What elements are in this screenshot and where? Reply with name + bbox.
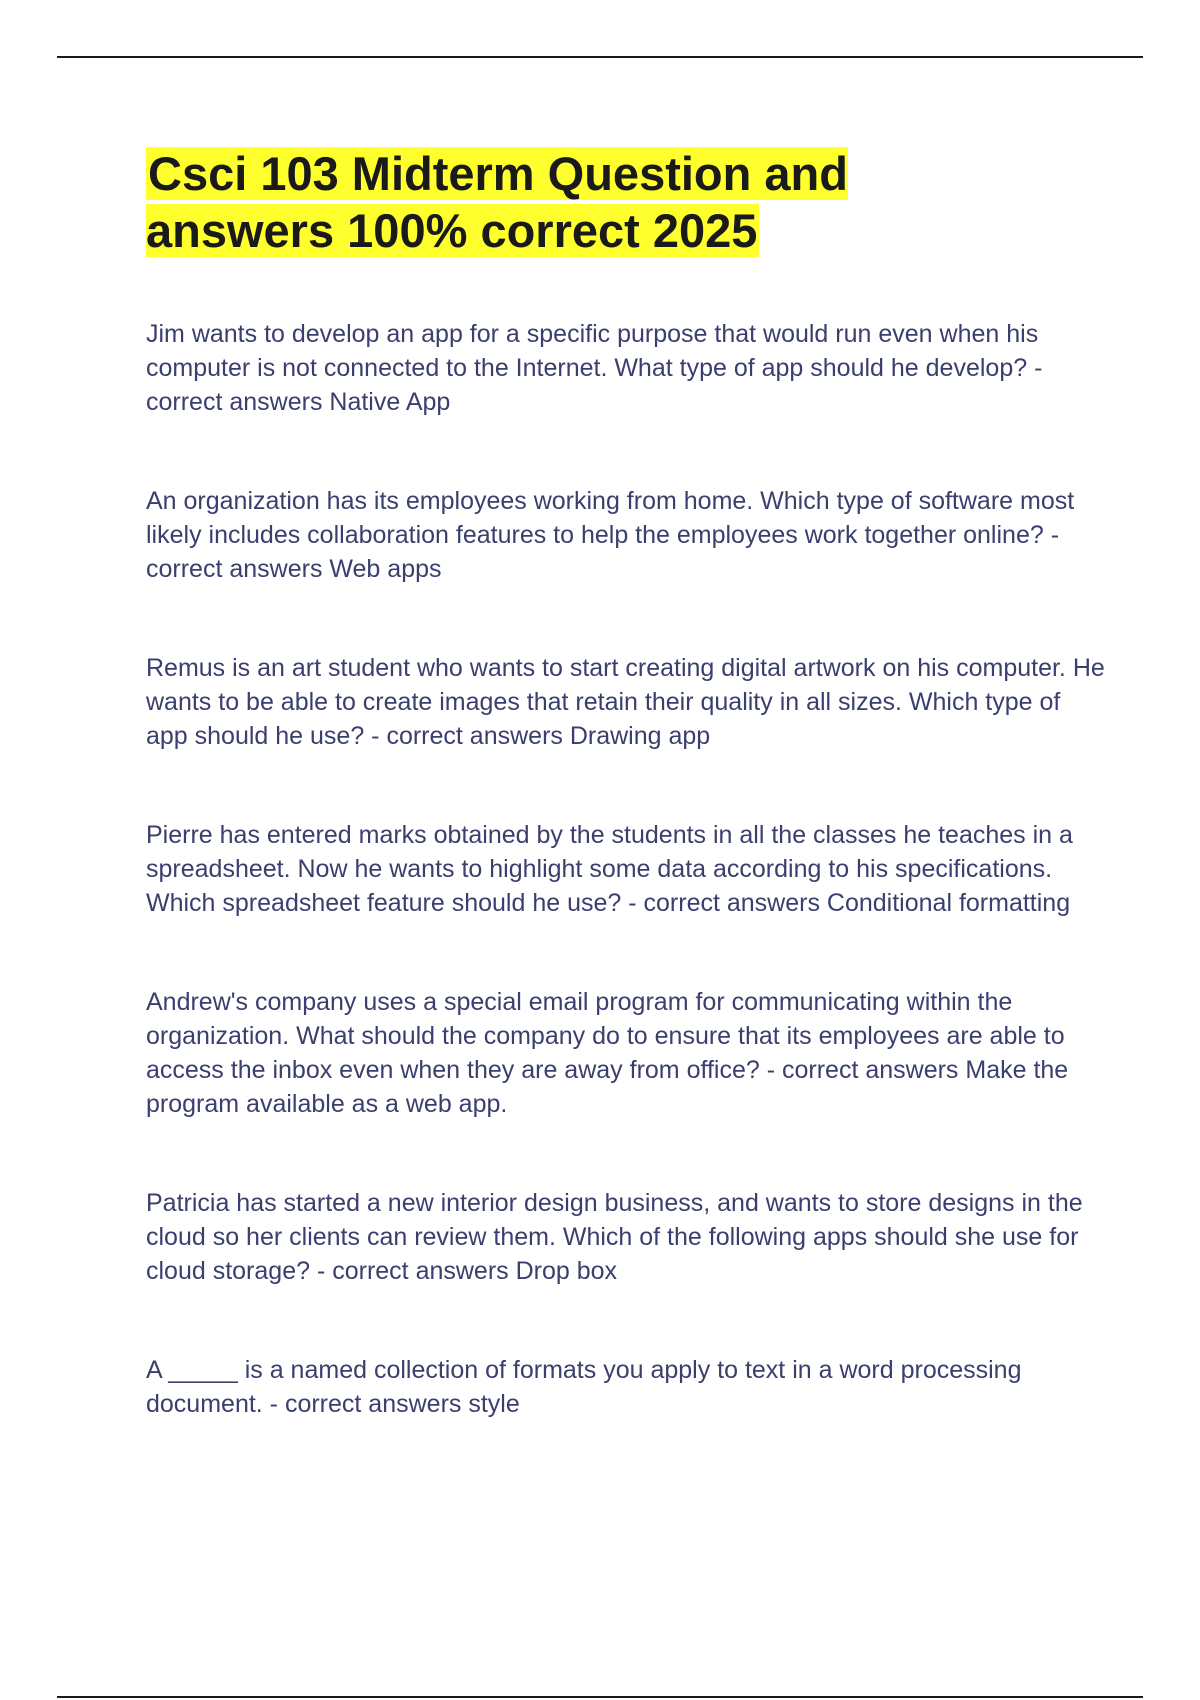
document-body	[146, 145, 1106, 1486]
title-highlight: Csci 103 Midterm Question and answers 100% correct 2025	[146, 147, 848, 257]
qa-item: Remus is an art student who wants to start creating digital artwork on his computer. He wants to be able to create images that retain their quality in all sizes. Which type of app should he use? - correct answers Drawing app	[146, 654, 1105, 750]
qa-item: An organization has its employees working from home. Which type of software most likely includes collaboration features to help the employees work together online? - correct answers Web apps	[146, 487, 1075, 583]
qa-item: A _____ is a named collection of formats you apply to text in a word processing document. - correct answers style	[146, 1356, 1022, 1418]
bottom-rule	[57, 1696, 1143, 1698]
qa-item: Pierre has entered marks obtained by the students in all the classes he teaches in a spreadsheet. Now he wants to highlight some data according to his specifications. Which spreadsheet feature should he use? - correct answers Conditional formatting	[146, 821, 1073, 917]
qa-item: Andrew's company uses a special email program for communicating within the organization. What should the company do to ensure that its employees are able to access the inbox even when they are away from office? - correct answers Make the program available as a web app.	[146, 988, 1069, 1118]
qa-item: Jim wants to develop an app for a specific purpose that would run even when his computer is not connected to the Internet. What type of app should he develop? - correct answers Native App	[146, 320, 1043, 416]
document-title	[146, 145, 906, 259]
qa-list	[146, 317, 1106, 1421]
qa-item: Patricia has started a new interior design business, and wants to store designs in the cloud so her clients can review them. Which of the following apps should she use for cloud storage? - correct answers Drop box	[146, 1189, 1083, 1285]
top-rule	[57, 56, 1143, 58]
